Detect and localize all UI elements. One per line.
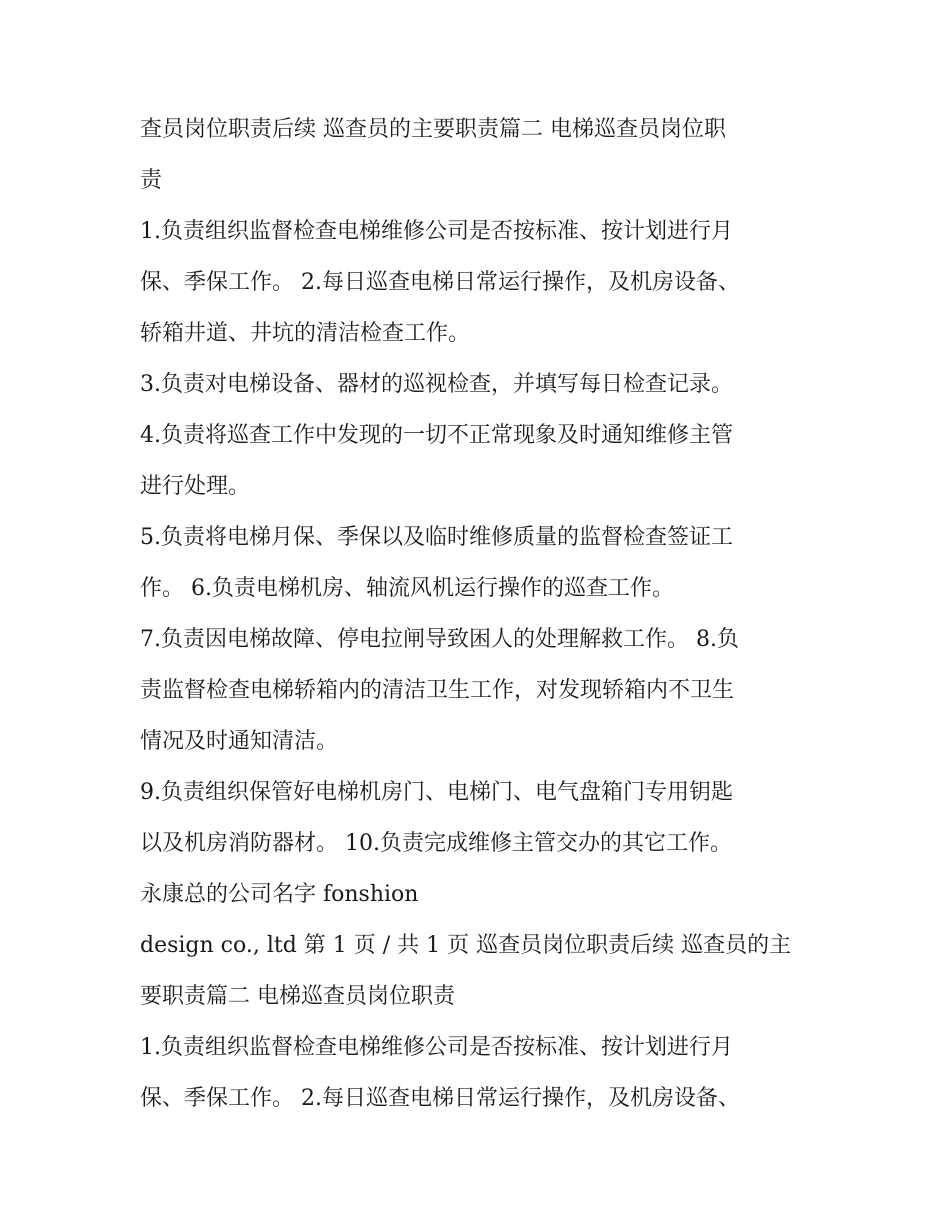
text-line: 7.负责因电梯故障、停电拉闸导致困人的处理解救工作。 8.负 xyxy=(140,627,739,652)
text-line: 责 xyxy=(140,168,163,193)
text-line: 3.负责对电梯设备、器材的巡视检查，并填写每日检查记录。 xyxy=(140,372,733,397)
text-line: 永康总的公司名字 fonshion xyxy=(140,882,419,907)
text-line: 查员岗位职责后续 巡查员的主要职责篇二 电梯巡查员岗位职 xyxy=(140,117,726,142)
text-line: 保、季保工作。 2.每日巡查电梯日常运行操作，及机房设备、 xyxy=(140,1086,740,1111)
text-line: 要职责篇二 电梯巡查员岗位职责 xyxy=(140,984,455,1009)
text-line: 1.负责组织监督检查电梯维修公司是否按标准、按计划进行月 xyxy=(140,219,733,244)
text-line: 轿箱井道、井坑的清洁检查工作。 xyxy=(140,321,471,346)
text-line: 9.负责组织保管好电梯机房门、电梯门、电气盘箱门专用钥匙 xyxy=(140,780,733,805)
text-line: 进行处理。 xyxy=(140,474,251,499)
text-line: 4.负责将巡查工作中发现的一切不正常现象及时通知维修主管 xyxy=(140,423,733,448)
text-line: 情况及时通知清洁。 xyxy=(140,729,339,754)
text-line: 保、季保工作。 2.每日巡查电梯日常运行操作，及机房设备、 xyxy=(140,270,740,295)
text-line: 责监督检查电梯轿箱内的清洁卫生工作，对发现轿箱内不卫生 xyxy=(140,678,735,703)
text-line: design co., ltd 第 1 页 / 共 1 页 巡查员岗位职责后续 巡查员的主 xyxy=(140,933,792,958)
text-line: 1.负责组织监督检查电梯维修公司是否按标准、按计划进行月 xyxy=(140,1035,733,1060)
text-line: 作。 6.负责电梯机房、轴流风机运行操作的巡查工作。 xyxy=(140,576,674,601)
document-body xyxy=(140,104,830,1124)
text-line: 5.负责将电梯月保、季保以及临时维修质量的监督检查签证工 xyxy=(140,525,733,550)
text-line: 以及机房消防器材。 10.负责完成维修主管交办的其它工作。 xyxy=(140,831,732,856)
